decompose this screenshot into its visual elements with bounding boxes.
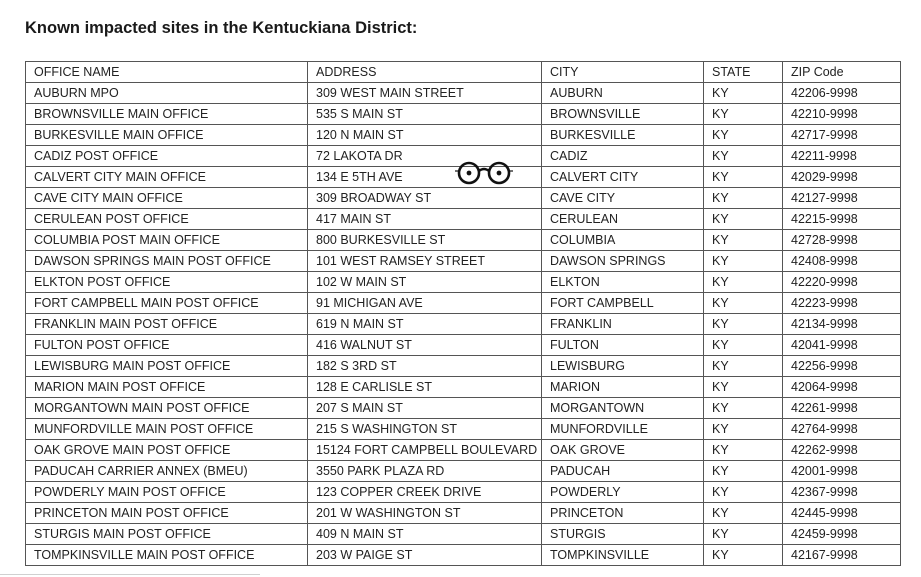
zip-code-cell: 42261-9998 (783, 398, 901, 419)
table-row (26, 125, 901, 146)
address-cell: 309 WEST MAIN STREET (308, 83, 542, 104)
address-cell: 207 S MAIN ST (308, 398, 542, 419)
city-cell: CAVE CITY (542, 188, 704, 209)
column-header-address: ADDRESS (308, 62, 542, 83)
reading-glasses-icon (455, 159, 513, 185)
address-cell: 101 WEST RAMSEY STREET (308, 251, 542, 272)
zip-code-cell: 42029-9998 (783, 167, 901, 188)
state-cell: KY (704, 377, 783, 398)
table-row (26, 314, 901, 335)
city-cell: TOMPKINSVILLE (542, 545, 704, 566)
state-cell: KY (704, 188, 783, 209)
address-cell: 215 S WASHINGTON ST (308, 419, 542, 440)
zip-code-cell: 42206-9998 (783, 83, 901, 104)
table-row (26, 398, 901, 419)
office-name-cell: BURKESVILLE MAIN OFFICE (26, 125, 308, 146)
table-row (26, 293, 901, 314)
city-cell: MARION (542, 377, 704, 398)
office-name-cell: BROWNSVILLE MAIN OFFICE (26, 104, 308, 125)
office-name-cell: PADUCAH CARRIER ANNEX (BMEU) (26, 461, 308, 482)
state-cell: KY (704, 230, 783, 251)
office-name-cell: CALVERT CITY MAIN OFFICE (26, 167, 308, 188)
zip-code-cell: 42764-9998 (783, 419, 901, 440)
office-name-cell: CADIZ POST OFFICE (26, 146, 308, 167)
office-name-cell: CERULEAN POST OFFICE (26, 209, 308, 230)
table-row (26, 356, 901, 377)
address-cell: 417 MAIN ST (308, 209, 542, 230)
address-cell: 201 W WASHINGTON ST (308, 503, 542, 524)
state-cell: KY (704, 125, 783, 146)
state-cell: KY (704, 545, 783, 566)
address-cell: 15124 FORT CAMPBELL BOULEVARD (308, 440, 542, 461)
state-cell: KY (704, 272, 783, 293)
city-cell: PADUCAH (542, 461, 704, 482)
address-cell: 203 W PAIGE ST (308, 545, 542, 566)
city-cell: BURKESVILLE (542, 125, 704, 146)
office-name-cell: MARION MAIN POST OFFICE (26, 377, 308, 398)
zip-code-cell: 42262-9998 (783, 440, 901, 461)
table-header-row (26, 62, 901, 83)
table-row (26, 482, 901, 503)
table-row (26, 419, 901, 440)
office-name-cell: FULTON POST OFFICE (26, 335, 308, 356)
city-cell: OAK GROVE (542, 440, 704, 461)
impacted-sites-table (25, 61, 901, 566)
address-cell: 182 S 3RD ST (308, 356, 542, 377)
office-name-cell: OAK GROVE MAIN POST OFFICE (26, 440, 308, 461)
address-cell: 409 N MAIN ST (308, 524, 542, 545)
state-cell: KY (704, 104, 783, 125)
office-name-cell: CAVE CITY MAIN OFFICE (26, 188, 308, 209)
zip-code-cell: 42210-9998 (783, 104, 901, 125)
office-name-cell: MORGANTOWN MAIN POST OFFICE (26, 398, 308, 419)
state-cell: KY (704, 335, 783, 356)
zip-code-cell: 42223-9998 (783, 293, 901, 314)
table-row (26, 209, 901, 230)
office-name-cell: ELKTON POST OFFICE (26, 272, 308, 293)
state-cell: KY (704, 419, 783, 440)
city-cell: PRINCETON (542, 503, 704, 524)
column-header-zip-code: ZIP Code (783, 62, 901, 83)
city-cell: DAWSON SPRINGS (542, 251, 704, 272)
state-cell: KY (704, 251, 783, 272)
bottom-divider (0, 574, 260, 575)
zip-code-cell: 42064-9998 (783, 377, 901, 398)
address-cell: 72 LAKOTA DR (308, 146, 542, 167)
state-cell: KY (704, 293, 783, 314)
address-cell: 309 BROADWAY ST (308, 188, 542, 209)
zip-code-cell: 42167-9998 (783, 545, 901, 566)
address-cell: 535 S MAIN ST (308, 104, 542, 125)
zip-code-cell: 42408-9998 (783, 251, 901, 272)
state-cell: KY (704, 209, 783, 230)
state-cell: KY (704, 440, 783, 461)
column-header-office-name: OFFICE NAME (26, 62, 308, 83)
zip-code-cell: 42256-9998 (783, 356, 901, 377)
state-cell: KY (704, 482, 783, 503)
address-cell: 619 N MAIN ST (308, 314, 542, 335)
address-cell: 416 WALNUT ST (308, 335, 542, 356)
zip-code-cell: 42001-9998 (783, 461, 901, 482)
table-row (26, 104, 901, 125)
office-name-cell: LEWISBURG MAIN POST OFFICE (26, 356, 308, 377)
office-name-cell: FORT CAMPBELL MAIN POST OFFICE (26, 293, 308, 314)
table-row (26, 188, 901, 209)
state-cell: KY (704, 503, 783, 524)
city-cell: CALVERT CITY (542, 167, 704, 188)
zip-code-cell: 42367-9998 (783, 482, 901, 503)
office-name-cell: POWDERLY MAIN POST OFFICE (26, 482, 308, 503)
city-cell: MORGANTOWN (542, 398, 704, 419)
office-name-cell: STURGIS MAIN POST OFFICE (26, 524, 308, 545)
page-heading: Known impacted sites in the Kentuckiana District: (25, 19, 418, 37)
table-row (26, 545, 901, 566)
address-cell: 91 MICHIGAN AVE (308, 293, 542, 314)
city-cell: STURGIS (542, 524, 704, 545)
address-cell: 128 E CARLISLE ST (308, 377, 542, 398)
address-cell: 102 W MAIN ST (308, 272, 542, 293)
zip-code-cell: 42134-9998 (783, 314, 901, 335)
address-cell: 3550 PARK PLAZA RD (308, 461, 542, 482)
column-header-state: STATE (704, 62, 783, 83)
state-cell: KY (704, 398, 783, 419)
table-row (26, 83, 901, 104)
city-cell: MUNFORDVILLE (542, 419, 704, 440)
zip-code-cell: 42127-9998 (783, 188, 901, 209)
zip-code-cell: 42041-9998 (783, 335, 901, 356)
zip-code-cell: 42211-9998 (783, 146, 901, 167)
city-cell: FRANKLIN (542, 314, 704, 335)
zip-code-cell: 42220-9998 (783, 272, 901, 293)
state-cell: KY (704, 356, 783, 377)
table-row (26, 377, 901, 398)
zip-code-cell: 42215-9998 (783, 209, 901, 230)
state-cell: KY (704, 167, 783, 188)
office-name-cell: COLUMBIA POST MAIN OFFICE (26, 230, 308, 251)
address-cell: 120 N MAIN ST (308, 125, 542, 146)
city-cell: FORT CAMPBELL (542, 293, 704, 314)
city-cell: LEWISBURG (542, 356, 704, 377)
column-header-city: CITY (542, 62, 704, 83)
table-row (26, 524, 901, 545)
state-cell: KY (704, 524, 783, 545)
city-cell: AUBURN (542, 83, 704, 104)
table-row (26, 230, 901, 251)
address-cell: 123 COPPER CREEK DRIVE (308, 482, 542, 503)
table-row (26, 251, 901, 272)
office-name-cell: FRANKLIN MAIN POST OFFICE (26, 314, 308, 335)
city-cell: BROWNSVILLE (542, 104, 704, 125)
city-cell: CADIZ (542, 146, 704, 167)
zip-code-cell: 42728-9998 (783, 230, 901, 251)
state-cell: KY (704, 146, 783, 167)
city-cell: CERULEAN (542, 209, 704, 230)
address-cell: 134 E 5TH AVE (308, 167, 542, 188)
office-name-cell: DAWSON SPRINGS MAIN POST OFFICE (26, 251, 308, 272)
city-cell: ELKTON (542, 272, 704, 293)
table-row (26, 461, 901, 482)
table-row (26, 440, 901, 461)
table-row (26, 335, 901, 356)
office-name-cell: PRINCETON MAIN POST OFFICE (26, 503, 308, 524)
city-cell: POWDERLY (542, 482, 704, 503)
zip-code-cell: 42717-9998 (783, 125, 901, 146)
address-cell: 800 BURKESVILLE ST (308, 230, 542, 251)
zip-code-cell: 42459-9998 (783, 524, 901, 545)
state-cell: KY (704, 461, 783, 482)
table-row (26, 503, 901, 524)
table-row (26, 272, 901, 293)
office-name-cell: MUNFORDVILLE MAIN POST OFFICE (26, 419, 308, 440)
city-cell: FULTON (542, 335, 704, 356)
office-name-cell: TOMPKINSVILLE MAIN POST OFFICE (26, 545, 308, 566)
state-cell: KY (704, 83, 783, 104)
office-name-cell: AUBURN MPO (26, 83, 308, 104)
state-cell: KY (704, 314, 783, 335)
city-cell: COLUMBIA (542, 230, 704, 251)
zip-code-cell: 42445-9998 (783, 503, 901, 524)
